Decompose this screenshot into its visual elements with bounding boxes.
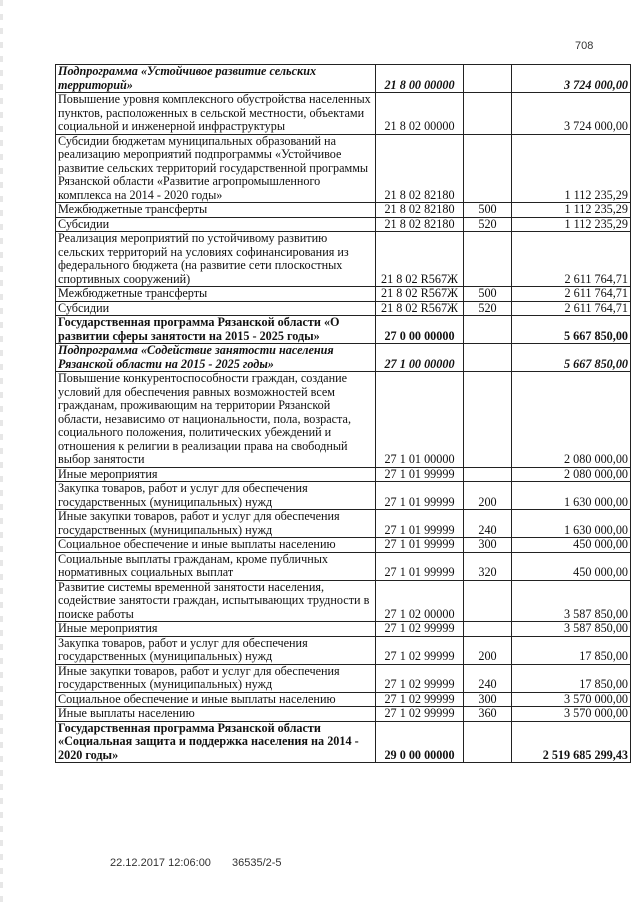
- table-row: [56, 134, 631, 203]
- row-name: Субсидии: [56, 217, 376, 232]
- table-row: [56, 692, 631, 707]
- row-expense-type: [464, 721, 512, 763]
- row-code: 27 1 02 99999: [376, 636, 464, 664]
- footer-datetime: 22.12.2017 12:06:00: [110, 857, 211, 869]
- table-row: [56, 552, 631, 580]
- row-code: 27 1 01 99999: [376, 482, 464, 510]
- row-code: 27 1 01 99999: [376, 467, 464, 482]
- row-amount: 2 080 000,00: [512, 467, 631, 482]
- row-code: 21 8 00 00000: [376, 65, 464, 93]
- row-name: Государственная программа Рязанской области «О развитии сферы занятости на 2015 - 2025 годы»: [56, 316, 376, 344]
- row-amount: 3 724 000,00: [512, 65, 631, 93]
- row-expense-type: [464, 580, 512, 622]
- table-row: [56, 510, 631, 538]
- table-row: [56, 707, 631, 722]
- row-amount: 5 667 850,00: [512, 344, 631, 372]
- row-code: 27 1 02 99999: [376, 664, 464, 692]
- row-expense-type: 500: [464, 287, 512, 302]
- row-expense-type: 240: [464, 664, 512, 692]
- row-name: Развитие системы временной занятости населения, содействие занятости граждан, испытывающих трудности в поиске работы: [56, 580, 376, 622]
- row-expense-type: 200: [464, 636, 512, 664]
- row-code: 27 1 02 99999: [376, 707, 464, 722]
- table-row: [56, 622, 631, 637]
- row-code: 21 8 02 82180: [376, 203, 464, 218]
- row-amount: 1 112 235,29: [512, 217, 631, 232]
- row-expense-type: [464, 622, 512, 637]
- row-amount: 5 667 850,00: [512, 316, 631, 344]
- row-code: 27 1 00 00000: [376, 344, 464, 372]
- table-row: [56, 316, 631, 344]
- row-amount: 1 630 000,00: [512, 482, 631, 510]
- row-code: 21 8 02 82180: [376, 217, 464, 232]
- row-name: Реализация мероприятий по устойчивому развитию сельских территорий на условиях софинансирования из федерального бюджета (на развитие сети плоскостных спортивных сооружений): [56, 232, 376, 287]
- row-name: Межбюджетные трансферты: [56, 287, 376, 302]
- row-expense-type: 320: [464, 552, 512, 580]
- row-expense-type: 300: [464, 538, 512, 553]
- row-name: Иные закупки товаров, работ и услуг для обеспечения государственных (муниципальных) нужд: [56, 664, 376, 692]
- table-row: [56, 203, 631, 218]
- row-amount: 2 611 764,71: [512, 232, 631, 287]
- row-code: 27 0 00 00000: [376, 316, 464, 344]
- scan-edge-artifact: [0, 0, 3, 905]
- row-expense-type: [464, 65, 512, 93]
- row-amount: 17 850,00: [512, 636, 631, 664]
- row-code: 27 1 02 00000: [376, 580, 464, 622]
- row-name: Субсидии: [56, 301, 376, 316]
- table-row: [56, 232, 631, 287]
- row-amount: 450 000,00: [512, 552, 631, 580]
- row-code: 21 8 02 82180: [376, 134, 464, 203]
- row-expense-type: 520: [464, 301, 512, 316]
- table-row: [56, 580, 631, 622]
- row-expense-type: [464, 467, 512, 482]
- row-name: Иные мероприятия: [56, 467, 376, 482]
- row-code: 21 8 02 00000: [376, 93, 464, 135]
- row-amount: 3 724 000,00: [512, 93, 631, 135]
- table-row: [56, 344, 631, 372]
- row-code: 27 1 01 99999: [376, 552, 464, 580]
- row-name: Иные закупки товаров, работ и услуг для обеспечения государственных (муниципальных) нужд: [56, 510, 376, 538]
- row-name: Закупка товаров, работ и услуг для обеспечения государственных (муниципальных) нужд: [56, 636, 376, 664]
- row-name: Социальные выплаты гражданам, кроме публичных нормативных социальных выплат: [56, 552, 376, 580]
- row-code: 29 0 00 00000: [376, 721, 464, 763]
- row-amount: 450 000,00: [512, 538, 631, 553]
- table-row: [56, 301, 631, 316]
- table-row: [56, 372, 631, 468]
- row-name: Субсидии бюджетам муниципальных образований на реализацию мероприятий подпрограммы «Устойчивое развитие сельских территорий государственной программы Рязанской области «Развитие агропромышленного комплекса на 2014 - 2020 годы»: [56, 134, 376, 203]
- table-row: [56, 287, 631, 302]
- row-name: Межбюджетные трансферты: [56, 203, 376, 218]
- row-expense-type: 200: [464, 482, 512, 510]
- budget-table-body: [56, 65, 631, 763]
- row-name: Социальное обеспечение и иные выплаты населению: [56, 692, 376, 707]
- row-code: 27 1 02 99999: [376, 692, 464, 707]
- row-code: 21 8 02 R567Ж: [376, 301, 464, 316]
- row-expense-type: [464, 93, 512, 135]
- row-amount: 1 630 000,00: [512, 510, 631, 538]
- row-code: 21 8 02 R567Ж: [376, 287, 464, 302]
- budget-table: [55, 64, 631, 763]
- row-expense-type: [464, 316, 512, 344]
- row-name: Иные мероприятия: [56, 622, 376, 637]
- row-amount: 2 519 685 299,43: [512, 721, 631, 763]
- row-code: 27 1 02 99999: [376, 622, 464, 637]
- table-row: [56, 482, 631, 510]
- row-code: 27 1 01 00000: [376, 372, 464, 468]
- row-expense-type: 520: [464, 217, 512, 232]
- table-row: [56, 93, 631, 135]
- row-name: Повышение уровня комплексного обустройства населенных пунктов, расположенных в сельской местности, объектами социальной и инженерной инфраструктуры: [56, 93, 376, 135]
- row-expense-type: 500: [464, 203, 512, 218]
- row-code: 21 8 02 R567Ж: [376, 232, 464, 287]
- row-amount: 3 570 000,00: [512, 707, 631, 722]
- row-amount: 17 850,00: [512, 664, 631, 692]
- row-name: Иные выплаты населению: [56, 707, 376, 722]
- row-amount: 3 570 000,00: [512, 692, 631, 707]
- row-expense-type: 300: [464, 692, 512, 707]
- row-name: Государственная программа Рязанской области «Социальная защита и поддержка населения на 2014 - 2020 годы»: [56, 721, 376, 763]
- row-amount: 3 587 850,00: [512, 622, 631, 637]
- row-expense-type: [464, 372, 512, 468]
- row-amount: 2 611 764,71: [512, 287, 631, 302]
- row-expense-type: [464, 134, 512, 203]
- table-row: [56, 538, 631, 553]
- footer-doc-code: 36535/2-5: [232, 857, 282, 869]
- row-name: Социальное обеспечение и иные выплаты населению: [56, 538, 376, 553]
- row-name: Подпрограмма «Содействие занятости населения Рязанской области на 2015 - 2025 годы»: [56, 344, 376, 372]
- row-name: Повышение конкурентоспособности граждан, создание условий для обеспечения равных возможностей всем гражданам, проживающим на территории Рязанской области, независимо от национальности, пола, возраста, социального положения, политических убеждений и отношения к религии в реализации права на свободный выбор занятости: [56, 372, 376, 468]
- row-expense-type: 360: [464, 707, 512, 722]
- row-amount: 2 080 000,00: [512, 372, 631, 468]
- table-row: [56, 636, 631, 664]
- page-number: 708: [575, 40, 594, 52]
- row-amount: 1 112 235,29: [512, 203, 631, 218]
- row-name: Закупка товаров, работ и услуг для обеспечения государственных (муниципальных) нужд: [56, 482, 376, 510]
- row-expense-type: [464, 232, 512, 287]
- row-name: Подпрограмма «Устойчивое развитие сельских территорий»: [56, 65, 376, 93]
- row-amount: 3 587 850,00: [512, 580, 631, 622]
- table-row: [56, 721, 631, 763]
- row-expense-type: 240: [464, 510, 512, 538]
- table-row: [56, 467, 631, 482]
- table-row: [56, 217, 631, 232]
- row-code: 27 1 01 99999: [376, 510, 464, 538]
- row-amount: 1 112 235,29: [512, 134, 631, 203]
- row-code: 27 1 01 99999: [376, 538, 464, 553]
- table-row: [56, 65, 631, 93]
- row-expense-type: [464, 344, 512, 372]
- row-amount: 2 611 764,71: [512, 301, 631, 316]
- table-row: [56, 664, 631, 692]
